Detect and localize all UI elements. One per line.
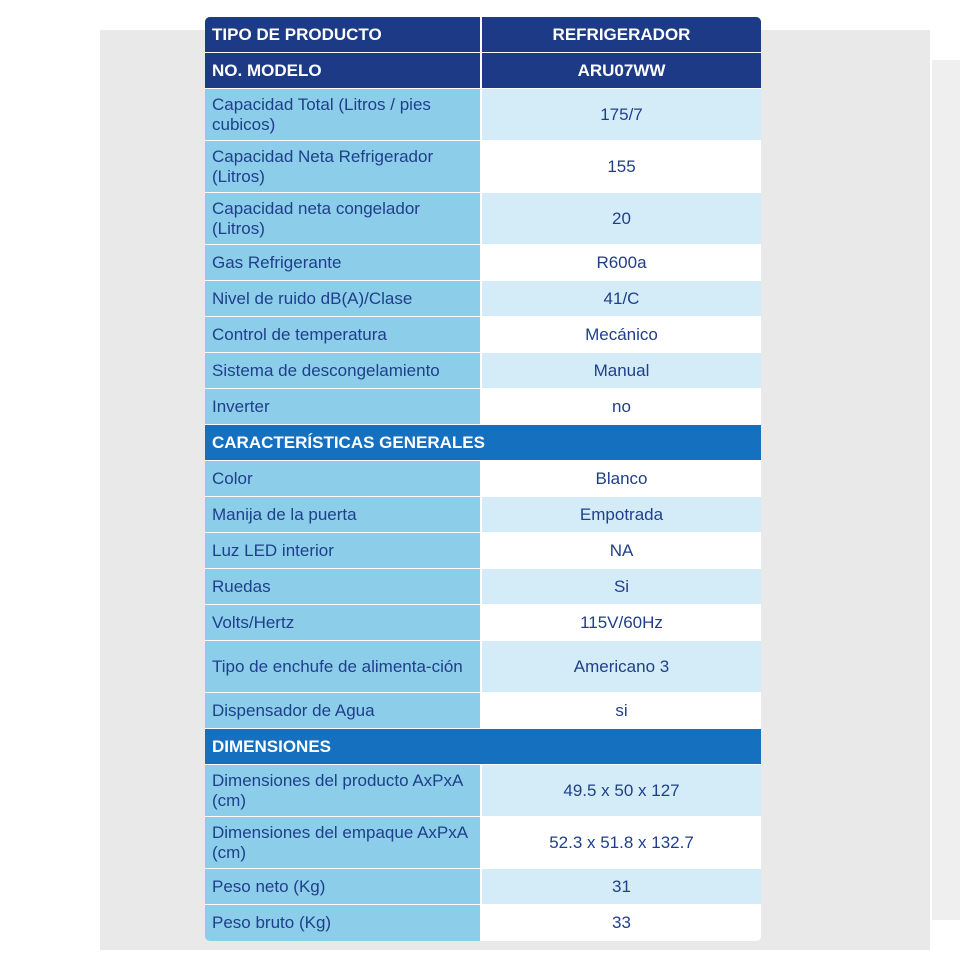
table-row bbox=[205, 533, 761, 569]
row-label: Capacidad Total (Litros / pies cubicos) bbox=[205, 89, 482, 140]
row-label: Peso neto (Kg) bbox=[205, 869, 482, 904]
table-row bbox=[205, 569, 761, 605]
row-label: Inverter bbox=[205, 389, 482, 424]
table-row bbox=[205, 869, 761, 905]
table-row bbox=[205, 281, 761, 317]
row-label: Luz LED interior bbox=[205, 533, 482, 568]
row-label: Ruedas bbox=[205, 569, 482, 604]
row-value: si bbox=[482, 693, 761, 728]
row-value: NA bbox=[482, 533, 761, 568]
row-value: 33 bbox=[482, 905, 761, 941]
row-label: Nivel de ruido dB(A)/Clase bbox=[205, 281, 482, 316]
row-label: Capacidad Neta Refrigerador (Litros) bbox=[205, 141, 482, 192]
row-label: Sistema de descongelamiento bbox=[205, 353, 482, 388]
spec-table bbox=[205, 17, 761, 941]
row-label: Volts/Hertz bbox=[205, 605, 482, 640]
row-label: Color bbox=[205, 461, 482, 496]
background-edge bbox=[932, 60, 960, 920]
row-label: NO. MODELO bbox=[205, 53, 482, 88]
table-row bbox=[205, 905, 761, 941]
row-value: 175/7 bbox=[482, 89, 761, 140]
row-value: 155 bbox=[482, 141, 761, 192]
row-label: Gas Refrigerante bbox=[205, 245, 482, 280]
row-value: R600a bbox=[482, 245, 761, 280]
row-value: Manual bbox=[482, 353, 761, 388]
row-value: 31 bbox=[482, 869, 761, 904]
table-row bbox=[205, 141, 761, 193]
table-row-model bbox=[205, 53, 761, 89]
row-value: Mecánico bbox=[482, 317, 761, 352]
row-value: REFRIGERADOR bbox=[482, 17, 761, 52]
row-label: TIPO DE PRODUCTO bbox=[205, 17, 482, 52]
table-row bbox=[205, 765, 761, 817]
row-label: Dimensiones del empaque AxPxA (cm) bbox=[205, 817, 482, 868]
section-title: DIMENSIONES bbox=[212, 736, 332, 756]
section-title: CARACTERÍSTICAS GENERALES bbox=[212, 432, 485, 452]
table-row bbox=[205, 317, 761, 353]
table-row bbox=[205, 641, 761, 693]
row-label: Tipo de enchufe de alimenta-ción bbox=[205, 641, 482, 692]
section-header-general bbox=[205, 425, 761, 461]
row-label: Peso bruto (Kg) bbox=[205, 905, 482, 941]
table-row bbox=[205, 497, 761, 533]
row-label: Capacidad neta congelador (Litros) bbox=[205, 193, 482, 244]
table-row bbox=[205, 353, 761, 389]
table-row bbox=[205, 193, 761, 245]
row-label: Manija de la puerta bbox=[205, 497, 482, 532]
row-value: ARU07WW bbox=[482, 53, 761, 88]
row-label: Dispensador de Agua bbox=[205, 693, 482, 728]
table-row bbox=[205, 605, 761, 641]
row-label: Control de temperatura bbox=[205, 317, 482, 352]
table-row-product-type bbox=[205, 17, 761, 53]
row-value: Blanco bbox=[482, 461, 761, 496]
table-row bbox=[205, 693, 761, 729]
table-row bbox=[205, 245, 761, 281]
row-value: 52.3 x 51.8 x 132.7 bbox=[482, 817, 761, 868]
row-value: 115V/60Hz bbox=[482, 605, 761, 640]
table-row bbox=[205, 389, 761, 425]
table-row bbox=[205, 817, 761, 869]
row-value: Si bbox=[482, 569, 761, 604]
table-row bbox=[205, 461, 761, 497]
row-value: 49.5 x 50 x 127 bbox=[482, 765, 761, 816]
row-value: Americano 3 bbox=[482, 641, 761, 692]
row-value: 41/C bbox=[482, 281, 761, 316]
section-header-dimensions bbox=[205, 729, 761, 765]
table-row bbox=[205, 89, 761, 141]
row-label: Dimensiones del producto AxPxA (cm) bbox=[205, 765, 482, 816]
row-value: 20 bbox=[482, 193, 761, 244]
row-value: Empotrada bbox=[482, 497, 761, 532]
row-value: no bbox=[482, 389, 761, 424]
